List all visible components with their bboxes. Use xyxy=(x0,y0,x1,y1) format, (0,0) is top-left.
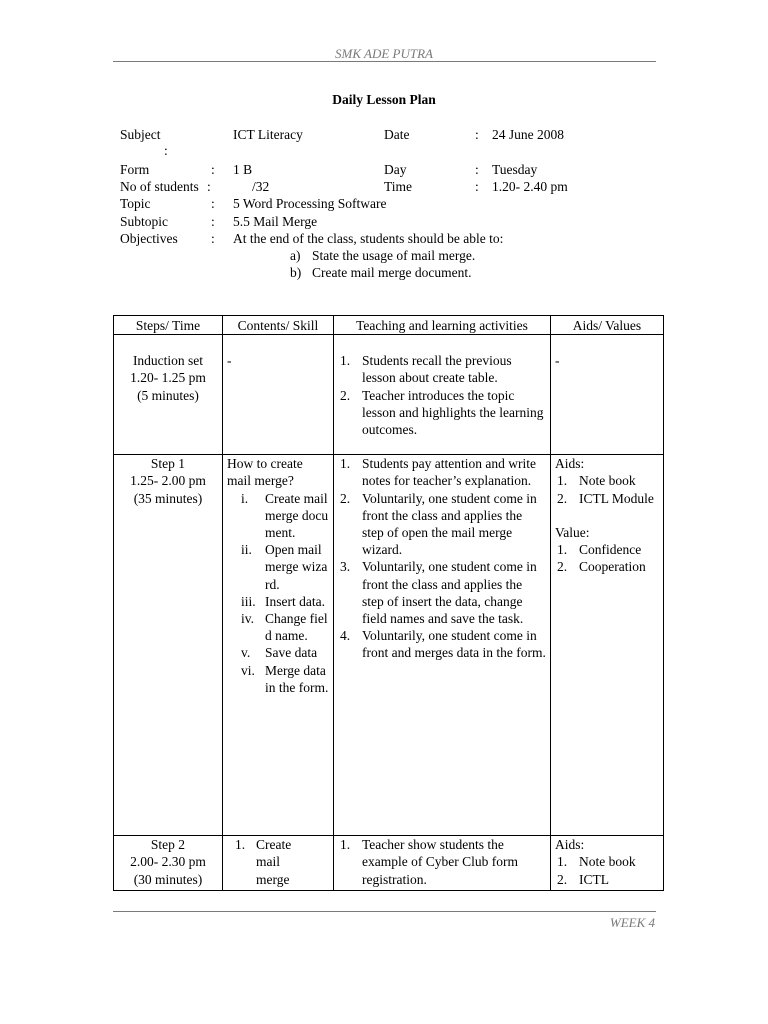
objective-marker: a) xyxy=(290,248,301,263)
date-label: Date xyxy=(384,127,410,142)
topic-value: 5 Word Processing Software xyxy=(233,196,387,211)
list-item xyxy=(338,627,546,661)
step-time: 2.00- 2.30 pm xyxy=(130,854,206,870)
step-name: Step 1 xyxy=(150,456,186,472)
list-marker: 1. xyxy=(340,456,351,472)
list-text: Merge data in the form. xyxy=(265,662,329,695)
list-marker: 3. xyxy=(340,559,351,575)
content-cell xyxy=(223,335,334,455)
step-duration: (5 minutes) xyxy=(137,387,199,403)
activities-cell xyxy=(334,335,551,455)
table-row-step2 xyxy=(114,836,664,891)
list-item xyxy=(338,352,546,386)
lesson-plan-table xyxy=(113,315,664,891)
content-cell xyxy=(223,836,334,891)
list-text: Teacher introduces the topic lesson and highlights the learning outcomes. xyxy=(362,387,544,438)
header-steps-time: Steps/ Time xyxy=(114,316,223,335)
list-text: Students recall the previous lesson about create table. xyxy=(362,353,512,386)
list-text: Note book xyxy=(579,473,636,489)
subject-label: Subject xyxy=(120,127,161,142)
list-text: Change field name. xyxy=(265,611,328,644)
subtopic-label: Subtopic xyxy=(120,214,169,229)
page-title: Daily Lesson Plan xyxy=(332,92,436,107)
list-item xyxy=(338,387,546,439)
aids-label: Aids: xyxy=(555,456,585,472)
list-item xyxy=(555,871,659,888)
list-text: Create mail merge xyxy=(256,837,292,887)
step-cell xyxy=(114,836,223,891)
list-item xyxy=(227,644,329,661)
content-text: - xyxy=(227,353,232,369)
list-item xyxy=(338,490,546,559)
step-name: Induction set xyxy=(132,353,204,369)
list-text: Note book xyxy=(579,854,636,870)
list-text: Teacher show students the example of Cyber Club form registration. xyxy=(362,837,518,887)
list-marker: 2. xyxy=(340,387,351,403)
list-item xyxy=(227,662,329,696)
subject-colon: : xyxy=(164,143,168,158)
value-label: Value: xyxy=(555,524,590,540)
footer-rule xyxy=(113,911,656,912)
list-text: ICTL xyxy=(579,871,609,887)
time-value: 1.20- 2.40 pm xyxy=(492,179,568,194)
list-text: Open mail merge wizard. xyxy=(265,542,328,592)
table-header-row xyxy=(114,316,664,335)
activities-cell xyxy=(334,455,551,836)
subject-value: ICT Literacy xyxy=(233,127,303,142)
objective-text: Create mail merge document. xyxy=(312,265,472,280)
form-colon: : xyxy=(211,162,215,177)
list-item xyxy=(338,455,546,489)
list-item xyxy=(338,558,546,627)
step-duration: (30 minutes) xyxy=(133,871,203,887)
content-cell xyxy=(223,455,334,836)
date-value: 24 June 2008 xyxy=(492,127,564,142)
list-marker: 1. xyxy=(340,353,351,369)
list-item xyxy=(555,490,659,507)
topic-label: Topic xyxy=(120,196,151,211)
list-text: ICTL Module xyxy=(579,490,654,506)
header-contents-skill: Contents/ Skill xyxy=(223,316,334,335)
list-marker: v. xyxy=(241,645,251,661)
list-item xyxy=(227,541,329,593)
list-item xyxy=(227,836,316,888)
list-text: Voluntarily, one student come in front the class and applies the step of open the mail merge wizard. xyxy=(362,490,537,558)
day-label: Day xyxy=(384,162,407,177)
list-marker: vi. xyxy=(241,662,255,678)
list-text: Create mail merge document. xyxy=(265,490,329,541)
list-marker: i. xyxy=(241,490,249,506)
step-time: 1.25- 2.00 pm xyxy=(130,473,206,489)
list-marker: 1. xyxy=(235,837,246,853)
form-label: Form xyxy=(120,162,150,177)
table-row-induction xyxy=(114,335,664,455)
aids-text: - xyxy=(555,353,560,369)
aids-cell xyxy=(551,335,664,455)
list-marker: 1. xyxy=(340,837,351,853)
list-item xyxy=(227,610,329,644)
header-aids-values: Aids/ Values xyxy=(551,316,664,335)
list-marker: 2. xyxy=(340,490,351,506)
objective-marker: b) xyxy=(290,265,302,280)
list-marker: 1. xyxy=(557,473,568,489)
list-marker: iii. xyxy=(241,593,256,609)
list-marker: 4. xyxy=(340,628,351,644)
list-text: Voluntarily, one student come in front the class and applies the step of insert the data, change field names and save the task. xyxy=(362,559,537,627)
list-item xyxy=(555,853,659,870)
list-marker: 2. xyxy=(557,871,568,887)
students-colon: : xyxy=(207,179,211,194)
step-time: 1.20- 1.25 pm xyxy=(130,370,206,386)
aids-cell xyxy=(551,836,664,891)
list-text: Save data xyxy=(265,645,318,661)
subtopic-value: 5.5 Mail Merge xyxy=(233,214,318,229)
list-item xyxy=(338,836,546,888)
step-duration: (35 minutes) xyxy=(133,490,203,506)
list-text: Voluntarily, one student come in front and merges data in the form. xyxy=(362,628,546,661)
list-item xyxy=(227,490,329,542)
day-value: Tuesday xyxy=(492,162,538,177)
list-item xyxy=(227,593,329,610)
list-item xyxy=(555,558,659,575)
time-colon: : xyxy=(475,179,479,194)
header-activities: Teaching and learning activities xyxy=(334,316,551,335)
header-rule xyxy=(113,61,656,62)
step-cell xyxy=(114,455,223,836)
step-cell xyxy=(114,335,223,455)
subtopic-colon: : xyxy=(211,214,215,229)
topic-colon: : xyxy=(211,196,215,211)
activities-cell xyxy=(334,836,551,891)
list-text: Students pay attention and write notes for teacher’s explanation. xyxy=(362,456,536,489)
table-row-step1 xyxy=(114,455,664,836)
day-colon: : xyxy=(475,162,479,177)
list-marker: 2. xyxy=(557,490,568,506)
footer-week: WEEK 4 xyxy=(609,915,655,930)
objective-text: State the usage of mail merge. xyxy=(312,248,476,263)
list-text: Confidence xyxy=(579,542,642,558)
header-school-name: SMK ADE PUTRA xyxy=(335,46,433,61)
list-marker: 1. xyxy=(557,854,568,870)
content-intro: How to create mail merge? xyxy=(227,456,303,489)
list-marker: ii. xyxy=(241,542,252,558)
list-text: Insert data. xyxy=(265,593,325,609)
list-marker: iv. xyxy=(241,611,254,627)
list-item xyxy=(555,472,659,489)
students-label: No of students xyxy=(120,179,199,194)
students-value: /32 xyxy=(252,179,270,194)
list-text: Cooperation xyxy=(579,559,646,575)
objectives-intro: At the end of the class, students should be able to: xyxy=(233,231,504,246)
list-marker: 2. xyxy=(557,559,568,575)
objectives-colon: : xyxy=(211,231,215,246)
objectives-label: Objectives xyxy=(120,231,178,246)
form-value: 1 B xyxy=(233,162,253,177)
list-item xyxy=(555,541,659,558)
aids-cell xyxy=(551,455,664,836)
time-label: Time xyxy=(384,179,413,194)
aids-label: Aids: xyxy=(555,837,585,853)
step-name: Step 2 xyxy=(150,837,186,853)
list-marker: 1. xyxy=(557,542,568,558)
date-colon: : xyxy=(475,127,479,142)
